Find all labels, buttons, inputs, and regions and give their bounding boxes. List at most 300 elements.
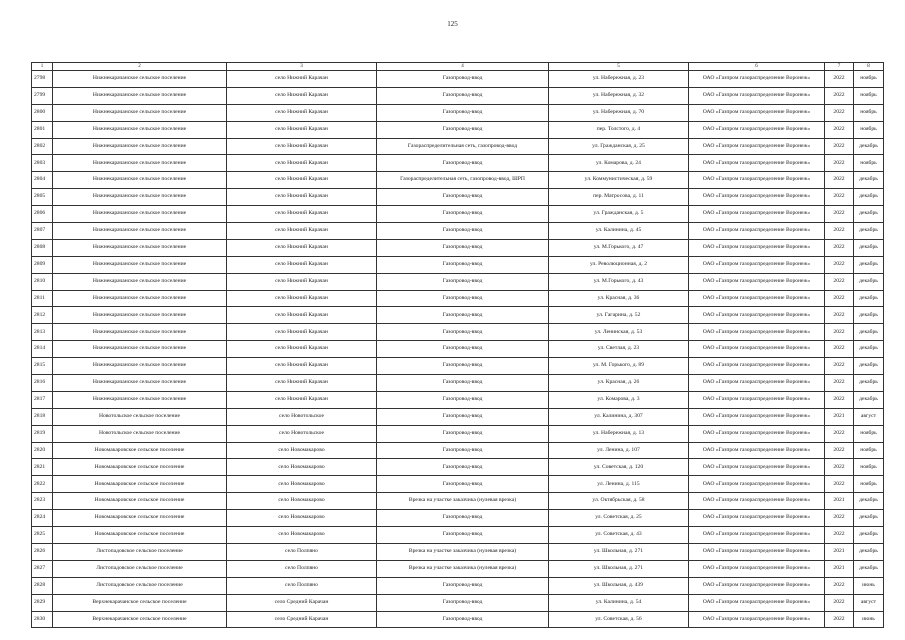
- month-cell: декабрь: [854, 341, 884, 358]
- object-cell: Газопровод-ввод: [377, 256, 549, 273]
- row-number: 2815: [32, 358, 53, 375]
- settlement-cell: Листопадовское сельское поселение: [53, 577, 227, 594]
- month-cell: ноябрь: [854, 155, 884, 172]
- year-cell: 2022: [825, 71, 854, 88]
- address-cell: ул. Октябрьская, д. 58: [549, 493, 689, 510]
- year-cell: 2022: [825, 206, 854, 223]
- column-header: 6: [689, 63, 825, 71]
- month-cell: декабрь: [854, 375, 884, 392]
- table-row: [32, 121, 884, 138]
- settlement-cell: Новотольское сельское поселение: [53, 425, 227, 442]
- year-cell: 2022: [825, 104, 854, 121]
- address-cell: ул. Гражданская, д. 5: [549, 206, 689, 223]
- settlement-cell: Нижнекарачанское сельское поселение: [53, 189, 227, 206]
- year-cell: 2022: [825, 358, 854, 375]
- year-cell: 2022: [825, 121, 854, 138]
- header-row: [32, 63, 884, 71]
- settlement-cell: Нижнекарачанское сельское поселение: [53, 71, 227, 88]
- object-cell: Газопровод-ввод: [377, 611, 549, 628]
- object-cell: Врезка на участке заказчика (нулевая врезка): [377, 560, 549, 577]
- owner-cell: ОАО «Газпром газораспределение Воронеж»: [689, 273, 825, 290]
- owner-cell: ОАО «Газпром газораспределение Воронеж»: [689, 375, 825, 392]
- owner-cell: ОАО «Газпром газораспределение Воронеж»: [689, 560, 825, 577]
- settlement-cell: Новомакаровское сельское поселение: [53, 476, 227, 493]
- row-number: 2807: [32, 223, 53, 240]
- owner-cell: ОАО «Газпром газораспределение Воронеж»: [689, 577, 825, 594]
- settlement-cell: Нижнекарачанское сельское поселение: [53, 391, 227, 408]
- month-cell: август: [854, 408, 884, 425]
- row-number: 2818: [32, 408, 53, 425]
- village-cell: село Нижний Карачан: [227, 391, 377, 408]
- address-cell: ул. Гражданская, д. 25: [549, 138, 689, 155]
- owner-cell: ОАО «Газпром газораспределение Воронеж»: [689, 223, 825, 240]
- village-cell: село Нижний Карачан: [227, 155, 377, 172]
- owner-cell: ОАО «Газпром газораспределение Воронеж»: [689, 341, 825, 358]
- row-number: 2804: [32, 172, 53, 189]
- owner-cell: ОАО «Газпром газораспределение Воронеж»: [689, 121, 825, 138]
- column-header: 1: [32, 63, 53, 71]
- table-row: [32, 577, 884, 594]
- table-row: [32, 87, 884, 104]
- year-cell: 2022: [825, 307, 854, 324]
- owner-cell: ОАО «Газпром газораспределение Воронеж»: [689, 459, 825, 476]
- month-cell: декабрь: [854, 223, 884, 240]
- year-cell: 2022: [825, 375, 854, 392]
- settlement-cell: Нижнекарачанское сельское поселение: [53, 172, 227, 189]
- row-number: 2827: [32, 560, 53, 577]
- village-cell: село Нижний Карачан: [227, 358, 377, 375]
- address-cell: ул. Калинина, д. 307: [549, 408, 689, 425]
- address-cell: ул. Калинина, д. 45: [549, 223, 689, 240]
- address-cell: ул. Школьная, д. 271: [549, 560, 689, 577]
- month-cell: ноябрь: [854, 425, 884, 442]
- village-cell: село Нижний Карачан: [227, 104, 377, 121]
- settlement-cell: Нижнекарачанское сельское поселение: [53, 239, 227, 256]
- village-cell: село Нижний Карачан: [227, 189, 377, 206]
- month-cell: декабрь: [854, 324, 884, 341]
- year-cell: 2022: [825, 223, 854, 240]
- row-number: 2821: [32, 459, 53, 476]
- object-cell: Газопровод-ввод: [377, 358, 549, 375]
- village-cell: село Новомакарово: [227, 459, 377, 476]
- row-number: 2819: [32, 425, 53, 442]
- object-cell: Газопровод-ввод: [377, 87, 549, 104]
- column-header: 7: [825, 63, 854, 71]
- object-cell: Газопровод-ввод: [377, 71, 549, 88]
- settlement-cell: Новомакаровское сельское поселение: [53, 527, 227, 544]
- object-cell: Газопровод-ввод: [377, 442, 549, 459]
- address-cell: ул. Светлая, д. 23: [549, 341, 689, 358]
- month-cell: июнь: [854, 577, 884, 594]
- address-cell: ул. Советская, д. 43: [549, 527, 689, 544]
- month-cell: ноябрь: [854, 476, 884, 493]
- object-cell: Газопровод-ввод: [377, 223, 549, 240]
- month-cell: декабрь: [854, 307, 884, 324]
- year-cell: 2022: [825, 239, 854, 256]
- owner-cell: ОАО «Газпром газораспределение Воронеж»: [689, 138, 825, 155]
- village-cell: село Нижний Карачан: [227, 256, 377, 273]
- month-cell: декабрь: [854, 239, 884, 256]
- village-cell: село Новомакарово: [227, 510, 377, 527]
- address-cell: ул. Советская, д. 25: [549, 510, 689, 527]
- row-number: 2803: [32, 155, 53, 172]
- year-cell: 2022: [825, 138, 854, 155]
- object-cell: Газопровод-ввод: [377, 375, 549, 392]
- row-number: 2810: [32, 273, 53, 290]
- month-cell: декабрь: [854, 189, 884, 206]
- year-cell: 2022: [825, 442, 854, 459]
- object-cell: Газопровод-ввод: [377, 307, 549, 324]
- settlement-cell: Нижнекарачанское сельское поселение: [53, 290, 227, 307]
- month-cell: ноябрь: [854, 121, 884, 138]
- month-cell: ноябрь: [854, 459, 884, 476]
- owner-cell: ОАО «Газпром газораспределение Воронеж»: [689, 442, 825, 459]
- settlement-cell: Нижнекарачанское сельское поселение: [53, 138, 227, 155]
- village-cell: село Нижний Карачан: [227, 71, 377, 88]
- row-number: 2805: [32, 189, 53, 206]
- settlement-cell: Новомакаровское сельское поселение: [53, 510, 227, 527]
- month-cell: декабрь: [854, 256, 884, 273]
- village-cell: село Новомакарово: [227, 476, 377, 493]
- village-cell: село Нижний Карачан: [227, 138, 377, 155]
- month-cell: декабрь: [854, 273, 884, 290]
- settlement-cell: Нижнекарачанское сельское поселение: [53, 375, 227, 392]
- settlement-cell: Нижнекарачанское сельское поселение: [53, 358, 227, 375]
- year-cell: 2022: [825, 189, 854, 206]
- settlement-cell: Нижнекарачанское сельское поселение: [53, 307, 227, 324]
- settlement-cell: Верхнекарачанское сельское поселение: [53, 594, 227, 611]
- month-cell: декабрь: [854, 358, 884, 375]
- address-cell: ул. Советская, д. 120: [549, 459, 689, 476]
- year-cell: 2022: [825, 425, 854, 442]
- owner-cell: ОАО «Газпром газораспределение Воронеж»: [689, 527, 825, 544]
- month-cell: декабрь: [854, 138, 884, 155]
- village-cell: село Полпяно: [227, 560, 377, 577]
- address-cell: ул. Комарова, д. 3: [549, 391, 689, 408]
- village-cell: село Новотольское: [227, 408, 377, 425]
- settlement-cell: Нижнекарачанское сельское поселение: [53, 341, 227, 358]
- village-cell: село Полпяно: [227, 577, 377, 594]
- column-header: 3: [227, 63, 377, 71]
- table-row: [32, 155, 884, 172]
- column-header: 8: [854, 63, 884, 71]
- year-cell: 2022: [825, 273, 854, 290]
- year-cell: 2022: [825, 256, 854, 273]
- owner-cell: ОАО «Газпром газораспределение Воронеж»: [689, 476, 825, 493]
- owner-cell: ОАО «Газпром газораспределение Воронеж»: [689, 239, 825, 256]
- village-cell: село Нижний Карачан: [227, 341, 377, 358]
- owner-cell: ОАО «Газпром газораспределение Воронеж»: [689, 358, 825, 375]
- month-cell: декабрь: [854, 510, 884, 527]
- row-number: 2823: [32, 493, 53, 510]
- table-row: [32, 206, 884, 223]
- village-cell: село Новотольское: [227, 425, 377, 442]
- settlement-cell: Нижнекарачанское сельское поселение: [53, 104, 227, 121]
- settlement-cell: Нижнекарачанское сельское поселение: [53, 256, 227, 273]
- village-cell: село Средний Карачан: [227, 611, 377, 628]
- table-row: [32, 358, 884, 375]
- row-number: 2808: [32, 239, 53, 256]
- year-cell: 2022: [825, 290, 854, 307]
- settlement-cell: Верхнекарачанское сельское поселение: [53, 611, 227, 628]
- address-cell: ул. Красная, д. 26: [549, 375, 689, 392]
- table-row: [32, 425, 884, 442]
- address-cell: ул. Ленина, д. 115: [549, 476, 689, 493]
- row-number: 2811: [32, 290, 53, 307]
- month-cell: июнь: [854, 611, 884, 628]
- settlement-cell: Нижнекарачанское сельское поселение: [53, 324, 227, 341]
- month-cell: ноябрь: [854, 71, 884, 88]
- address-cell: ул. Набережная, д. 32: [549, 87, 689, 104]
- village-cell: село Нижний Карачан: [227, 290, 377, 307]
- settlement-cell: Нижнекарачанское сельское поселение: [53, 155, 227, 172]
- address-cell: ул. Ленинская, д. 53: [549, 324, 689, 341]
- month-cell: декабрь: [854, 391, 884, 408]
- owner-cell: ОАО «Газпром газораспределение Воронеж»: [689, 425, 825, 442]
- table-row: [32, 324, 884, 341]
- row-number: 2824: [32, 510, 53, 527]
- row-number: 2802: [32, 138, 53, 155]
- object-cell: Газопровод-ввод: [377, 239, 549, 256]
- village-cell: село Нижний Карачан: [227, 121, 377, 138]
- row-number: 2822: [32, 476, 53, 493]
- settlement-cell: Листопадовское сельское поселение: [53, 560, 227, 577]
- table-row: [32, 543, 884, 560]
- table-row: [32, 510, 884, 527]
- address-cell: ул. Набережная, д. 13: [549, 425, 689, 442]
- table-row: [32, 594, 884, 611]
- table-row: [32, 442, 884, 459]
- object-cell: Газопровод-ввод: [377, 121, 549, 138]
- address-cell: ул. М. Горького, д. 89: [549, 358, 689, 375]
- address-cell: ул. Революционная, д. 2: [549, 256, 689, 273]
- table-row: [32, 307, 884, 324]
- owner-cell: ОАО «Газпром газораспределение Воронеж»: [689, 307, 825, 324]
- year-cell: 2022: [825, 341, 854, 358]
- village-cell: село Нижний Карачан: [227, 324, 377, 341]
- village-cell: село Полпяно: [227, 543, 377, 560]
- owner-cell: ОАО «Газпром газораспределение Воронеж»: [689, 510, 825, 527]
- month-cell: ноябрь: [854, 87, 884, 104]
- row-number: 2809: [32, 256, 53, 273]
- owner-cell: ОАО «Газпром газораспределение Воронеж»: [689, 155, 825, 172]
- village-cell: село Нижний Карачан: [227, 172, 377, 189]
- month-cell: декабрь: [854, 543, 884, 560]
- object-cell: Газопровод-ввод: [377, 594, 549, 611]
- settlement-cell: Нижнекарачанское сельское поселение: [53, 206, 227, 223]
- table-row: [32, 560, 884, 577]
- year-cell: 2022: [825, 87, 854, 104]
- column-header: 2: [53, 63, 227, 71]
- page-number: 125: [447, 20, 458, 28]
- settlement-cell: Новомакаровское сельское поселение: [53, 459, 227, 476]
- village-cell: село Новомакарово: [227, 493, 377, 510]
- village-cell: село Нижний Карачан: [227, 223, 377, 240]
- settlement-cell: Нижнекарачанское сельское поселение: [53, 87, 227, 104]
- object-cell: Газопровод-ввод: [377, 290, 549, 307]
- owner-cell: ОАО «Газпром газораспределение Воронеж»: [689, 493, 825, 510]
- object-cell: Газопровод-ввод: [377, 324, 549, 341]
- table-row: [32, 493, 884, 510]
- address-cell: ул. Школьная, д. 439: [549, 577, 689, 594]
- object-cell: Газопровод-ввод: [377, 155, 549, 172]
- village-cell: село Средний Карачан: [227, 594, 377, 611]
- year-cell: 2021: [825, 560, 854, 577]
- village-cell: село Нижний Карачан: [227, 206, 377, 223]
- table-row: [32, 611, 884, 628]
- address-cell: пер. Матросова, д. 11: [549, 189, 689, 206]
- object-cell: Газораспределительная сеть, газопровод-ввод: [377, 138, 549, 155]
- row-number: 2814: [32, 341, 53, 358]
- table-row: [32, 527, 884, 544]
- settlement-cell: Новомакаровское сельское поселение: [53, 442, 227, 459]
- address-cell: ул. Коммунистическая, д. 59: [549, 172, 689, 189]
- table-row: [32, 172, 884, 189]
- settlement-cell: Новомакаровское сельское поселение: [53, 493, 227, 510]
- year-cell: 2022: [825, 172, 854, 189]
- object-cell: Газопровод-ввод: [377, 408, 549, 425]
- village-cell: село Нижний Карачан: [227, 375, 377, 392]
- settlement-cell: Нижнекарачанское сельское поселение: [53, 121, 227, 138]
- village-cell: село Нижний Карачан: [227, 239, 377, 256]
- village-cell: село Нижний Карачан: [227, 307, 377, 324]
- object-cell: Газопровод-ввод: [377, 476, 549, 493]
- address-cell: ул. Ленина, д. 107: [549, 442, 689, 459]
- table-body: [32, 71, 884, 628]
- owner-cell: ОАО «Газпром газораспределение Воронеж»: [689, 87, 825, 104]
- object-cell: Газопровод-ввод: [377, 104, 549, 121]
- month-cell: декабрь: [854, 290, 884, 307]
- month-cell: ноябрь: [854, 104, 884, 121]
- month-cell: декабрь: [854, 493, 884, 510]
- village-cell: село Новомакарово: [227, 442, 377, 459]
- object-cell: Врезка на участке заказчика (нулевая врезка): [377, 493, 549, 510]
- year-cell: 2021: [825, 408, 854, 425]
- year-cell: 2022: [825, 510, 854, 527]
- object-cell: Газопровод-ввод: [377, 510, 549, 527]
- row-number: 2812: [32, 307, 53, 324]
- month-cell: декабрь: [854, 560, 884, 577]
- address-cell: пер. Толстого, д. 4: [549, 121, 689, 138]
- object-cell: Газопровод-ввод: [377, 189, 549, 206]
- address-cell: ул. Красная, д. 36: [549, 290, 689, 307]
- table-row: [32, 476, 884, 493]
- year-cell: 2022: [825, 459, 854, 476]
- address-cell: ул. Калинина, д. 54: [549, 594, 689, 611]
- address-cell: ул. М.Горького, д. 47: [549, 239, 689, 256]
- owner-cell: ОАО «Газпром газораспределение Воронеж»: [689, 189, 825, 206]
- row-number: 2826: [32, 543, 53, 560]
- month-cell: декабрь: [854, 172, 884, 189]
- address-cell: ул. М.Горького, д. 43: [549, 273, 689, 290]
- table-row: [32, 138, 884, 155]
- address-cell: ул. Набережная, д. 70: [549, 104, 689, 121]
- owner-cell: ОАО «Газпром газораспределение Воронеж»: [689, 408, 825, 425]
- table-row: [32, 256, 884, 273]
- row-number: 2825: [32, 527, 53, 544]
- address-cell: ул. Комарова, д. 24: [549, 155, 689, 172]
- owner-cell: ОАО «Газпром газораспределение Воронеж»: [689, 172, 825, 189]
- year-cell: 2022: [825, 611, 854, 628]
- row-number: 2798: [32, 71, 53, 88]
- table-row: [32, 290, 884, 307]
- owner-cell: ОАО «Газпром газораспределение Воронеж»: [689, 543, 825, 560]
- row-number: 2820: [32, 442, 53, 459]
- table-row: [32, 391, 884, 408]
- table-row: [32, 408, 884, 425]
- settlement-cell: Нижнекарачанское сельское поселение: [53, 223, 227, 240]
- table-row: [32, 189, 884, 206]
- year-cell: 2022: [825, 577, 854, 594]
- row-number: 2816: [32, 375, 53, 392]
- address-cell: ул. Школьная, д. 271: [549, 543, 689, 560]
- object-cell: Газопровод-ввод: [377, 391, 549, 408]
- village-cell: село Нижний Карачан: [227, 87, 377, 104]
- row-number: 2830: [32, 611, 53, 628]
- table-row: [32, 341, 884, 358]
- owner-cell: ОАО «Газпром газораспределение Воронеж»: [689, 71, 825, 88]
- year-cell: 2022: [825, 324, 854, 341]
- row-number: 2801: [32, 121, 53, 138]
- village-cell: село Нижний Карачан: [227, 273, 377, 290]
- table-row: [32, 71, 884, 88]
- row-number: 2828: [32, 577, 53, 594]
- village-cell: село Новомакарово: [227, 527, 377, 544]
- column-header: 5: [549, 63, 689, 71]
- month-cell: декабрь: [854, 527, 884, 544]
- object-cell: Газопровод-ввод: [377, 577, 549, 594]
- table-row: [32, 273, 884, 290]
- object-cell: Газораспределительная сеть, газопровод-ввод, ШРП: [377, 172, 549, 189]
- object-cell: Врезка на участке заказчика (нулевая врезка): [377, 543, 549, 560]
- year-cell: 2022: [825, 476, 854, 493]
- table-row: [32, 104, 884, 121]
- register-table: [31, 62, 884, 628]
- row-number: 2806: [32, 206, 53, 223]
- owner-cell: ОАО «Газпром газораспределение Воронеж»: [689, 594, 825, 611]
- year-cell: 2022: [825, 527, 854, 544]
- table-row: [32, 459, 884, 476]
- owner-cell: ОАО «Газпром газораспределение Воронеж»: [689, 206, 825, 223]
- object-cell: Газопровод-ввод: [377, 527, 549, 544]
- row-number: 2813: [32, 324, 53, 341]
- owner-cell: ОАО «Газпром газораспределение Воронеж»: [689, 611, 825, 628]
- table-row: [32, 223, 884, 240]
- month-cell: ноябрь: [854, 442, 884, 459]
- settlement-cell: Нижнекарачанское сельское поселение: [53, 273, 227, 290]
- object-cell: Газопровод-ввод: [377, 273, 549, 290]
- address-cell: ул. Советская, д. 56: [549, 611, 689, 628]
- owner-cell: ОАО «Газпром газораспределение Воронеж»: [689, 324, 825, 341]
- settlement-cell: Новотольское сельское поселение: [53, 408, 227, 425]
- owner-cell: ОАО «Газпром газораспределение Воронеж»: [689, 256, 825, 273]
- year-cell: 2022: [825, 391, 854, 408]
- object-cell: Газопровод-ввод: [377, 425, 549, 442]
- year-cell: 2022: [825, 594, 854, 611]
- address-cell: ул. Гагарина, д. 52: [549, 307, 689, 324]
- object-cell: Газопровод-ввод: [377, 341, 549, 358]
- table-row: [32, 375, 884, 392]
- row-number: 2829: [32, 594, 53, 611]
- row-number: 2800: [32, 104, 53, 121]
- year-cell: 2021: [825, 493, 854, 510]
- month-cell: август: [854, 594, 884, 611]
- object-cell: Газопровод-ввод: [377, 459, 549, 476]
- owner-cell: ОАО «Газпром газораспределение Воронеж»: [689, 391, 825, 408]
- object-cell: Газопровод-ввод: [377, 206, 549, 223]
- row-number: 2799: [32, 87, 53, 104]
- settlement-cell: Листопадовское сельское поселение: [53, 543, 227, 560]
